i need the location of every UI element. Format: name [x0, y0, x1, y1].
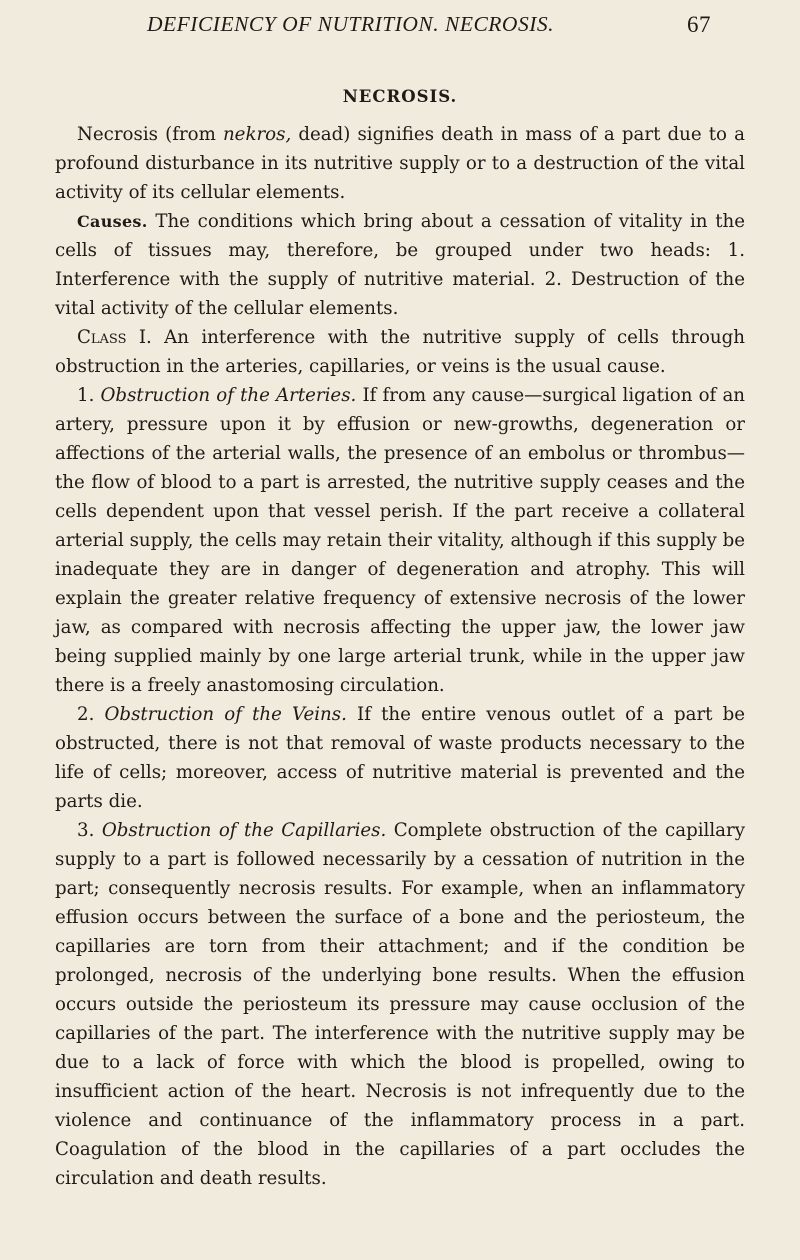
page-number: 67	[687, 12, 711, 37]
text-run: Complete obstruction of the capillary supply to a part is followed necessarily by a cessation of nutrition in the part; consequently necrosis results. For example, when an inflammatory effusion occurs between the surface of a bone and the periosteum, the capillaries are torn from their attachment; and if the condition be prolonged, necrosis of the underlying bone results. When the effusion occurs outside the periosteum its pressure may cause occlusion of the capillaries of the part. The interference with the nutritive supply may be due to a lack of force with which the blood is propelled, owing to insufficient action of the heart. Necrosis is not infrequently due to the violence and continuance of the inflammatory process in a part. Coagulation of the blood in the capillaries of a part occludes the circulation and death results.	[55, 820, 745, 1189]
paragraph-heading: Obstruction of the Arteries.	[100, 385, 357, 406]
paragraph-veins	[55, 700, 745, 816]
text-run: If the entire venous outlet of a part be obstructed, there is not that removal of waste products necessary to the life of cells; moreover, access of nutritive material is prevented and the parts die.	[55, 704, 746, 812]
paragraph-arteries	[55, 381, 745, 700]
item-number: 3.	[77, 820, 102, 841]
paragraph-capillaries	[55, 816, 745, 1193]
item-number: 1.	[77, 385, 101, 406]
paragraph-heading: Obstruction of the Capillaries.	[101, 820, 387, 841]
running-head-title: DEFICIENCY OF NUTRITION. NECROSIS.	[147, 12, 554, 36]
text-run: An interference with the nutritive supply of cells through obstruction in the arteries, capillaries, or veins is the usual cause.	[55, 327, 745, 377]
paragraph-heading: Obstruction of the Veins.	[104, 704, 347, 725]
text-run: Necrosis (from	[77, 124, 223, 145]
section-title: NECROSIS.	[342, 87, 458, 106]
running-head	[0, 8, 800, 48]
paragraph-heading: Class I.	[77, 327, 152, 348]
italic-term: nekros,	[222, 124, 292, 145]
paragraph-definition	[55, 120, 745, 207]
item-number: 2.	[77, 704, 105, 725]
text-run: The conditions which bring about a cessation of vitality in the cells of tissues may, therefore, be grouped under two heads: 1. Interference with the supply of nutritive material. 2. Destruction of the vital activity of the cellular elements.	[55, 211, 745, 319]
body-text	[55, 120, 745, 1193]
paragraph-class-i	[55, 323, 745, 381]
text-run: dead) signifies death in mass of a part due to a profound disturbance in its nutritive supply or to a destruction of the vital activity of its cellular elements.	[55, 124, 745, 203]
paragraph-causes	[55, 207, 745, 323]
paragraph-heading: Causes.	[77, 212, 148, 231]
text-run: If from any cause—surgical ligation of an artery, pressure upon it by effusion or new-growths, degeneration or affections of the arterial walls, the presence of an embolus or thrombus—the flow of blood to a part is arrested, the nutritive supply ceases and the cells dependent upon that vessel perish. If the part receive a collateral arterial supply, the cells may retain their vitality, although if this supply be inadequate they are in danger of degeneration and atrophy. This will explain the greater relative frequency of extensive necrosis of the lower jaw, as compared with necrosis affecting the upper jaw, the lower jaw being supplied mainly by one large arterial trunk, while in the upper jaw there is a freely anastomosing circulation.	[55, 385, 746, 696]
